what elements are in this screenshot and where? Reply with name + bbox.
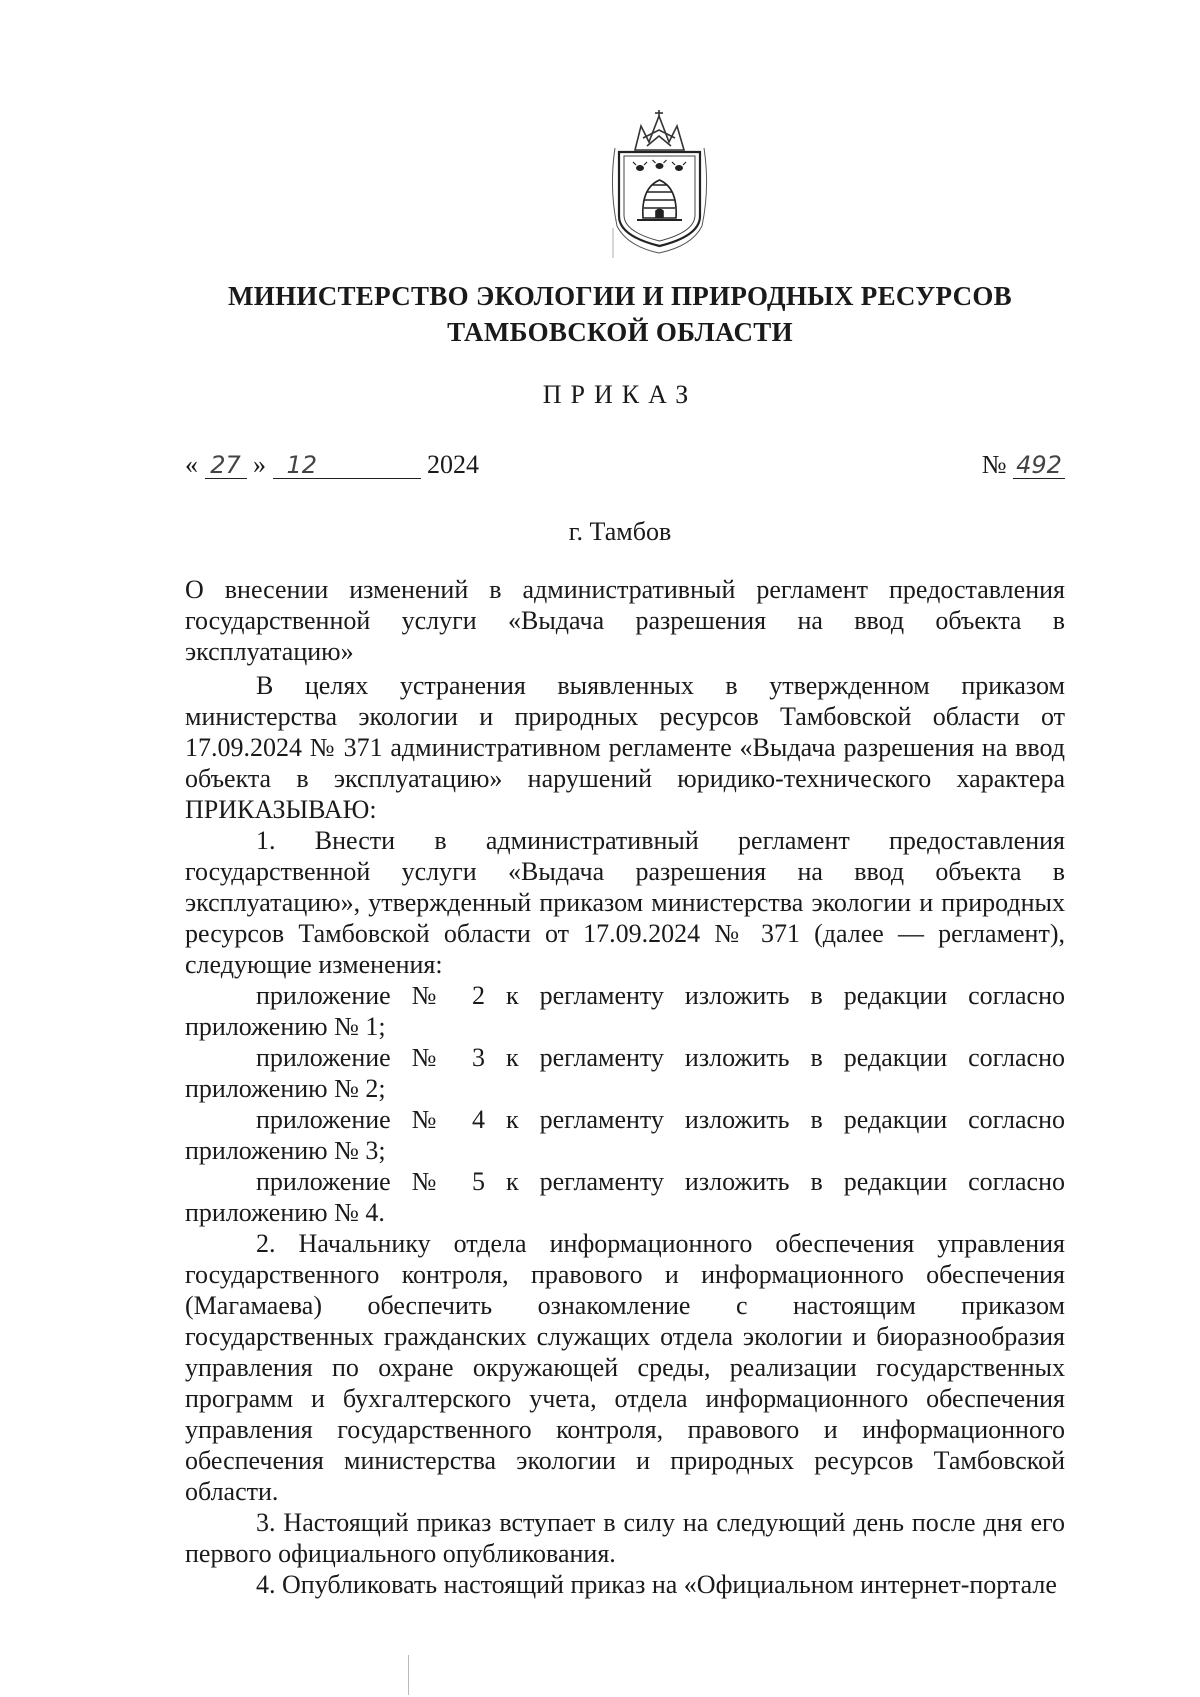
document-body xyxy=(185,670,1065,1600)
item-3-paragraph: 3. Настоящий приказ вступает в силу на следующий день после дня его первого официального опубликования. xyxy=(185,1508,1065,1568)
change-item-paragraph: приложение № 2 к регламенту изложить в редакции согласно приложению № 1; xyxy=(185,981,1065,1041)
item-1-paragraph: 1. Внести в административный регламент предоставления государственной услуги «Выдача разрешения на ввод объекта в эксплуатацию», утвержденный приказом министерства экологии и природных ресурсов Тамбовской области от 17.09.2024 № 371 (далее — регламент), следующие изменения: xyxy=(185,826,1065,979)
item-2-paragraph: 2. Начальнику отдела информационного обеспечения управления государственного контроля, правового и информационного обеспечения (Магамаева) обеспечить ознакомление с настоящим приказом государственных гражданских служащих отдела экологии и биоразнообразия управления по охране окружающей среды, реализации государственных программ и бухгалтерского учета, отдела информационного обеспечения управления государственного контроля, правового и информационного обеспечения министерства экологии и природных ресурсов Тамбовской области. xyxy=(185,1229,1065,1506)
number-prefix: № xyxy=(981,450,1007,479)
date-number-line xyxy=(185,450,1065,486)
item-4-paragraph: 4. Опубликовать настоящий приказ на «Официальном интернет-портале xyxy=(256,1570,1057,1599)
page-margin-mark xyxy=(408,1655,409,1695)
document-type-title: ПРИКАЗ xyxy=(542,380,698,409)
document-number xyxy=(982,450,1065,480)
document-date xyxy=(185,450,479,480)
ministry-name-line-2: ТАМБОВСКОЙ ОБЛАСТИ xyxy=(447,317,793,347)
change-item-paragraph: приложение № 4 к регламенту изложить в редакции согласно приложению № 3; xyxy=(185,1105,1065,1165)
ministry-name xyxy=(180,278,1060,350)
change-item-paragraph: приложение № 5 к регламенту изложить в редакции согласно приложению № 4. xyxy=(185,1167,1065,1227)
date-day: 27 xyxy=(205,452,247,479)
preamble-paragraph: В целях устранения выявленных в утвержденном приказом министерства экологии и природных ресурсов Тамбовской области от 17.09.2024 № 371 административном регламенте «Выдача разрешения на ввод объекта в эксплуатацию» нарушений юридико-технического характера ПРИКАЗЫВАЮ: xyxy=(185,671,1065,824)
date-month: 12 xyxy=(273,452,421,479)
number-value: 492 xyxy=(1013,452,1065,479)
date-year: 2024 xyxy=(427,450,479,479)
tambov-coat-of-arms-icon xyxy=(607,108,712,258)
document-subject: О внесении изменений в административный регламент предоставления государственной услуги «Выдача разрешения на ввод объекта в эксплуатацию» xyxy=(185,575,1065,666)
change-item-paragraph: приложение № 3 к регламенту изложить в редакции согласно приложению № 2; xyxy=(185,1043,1065,1103)
date-close-quote: » xyxy=(253,450,266,479)
date-open-quote: « xyxy=(185,450,198,479)
ministry-name-line-1: МИНИСТЕРСТВО ЭКОЛОГИИ И ПРИРОДНЫХ РЕСУРСОВ xyxy=(228,281,1012,311)
city-line: г. Тамбов xyxy=(568,517,672,546)
